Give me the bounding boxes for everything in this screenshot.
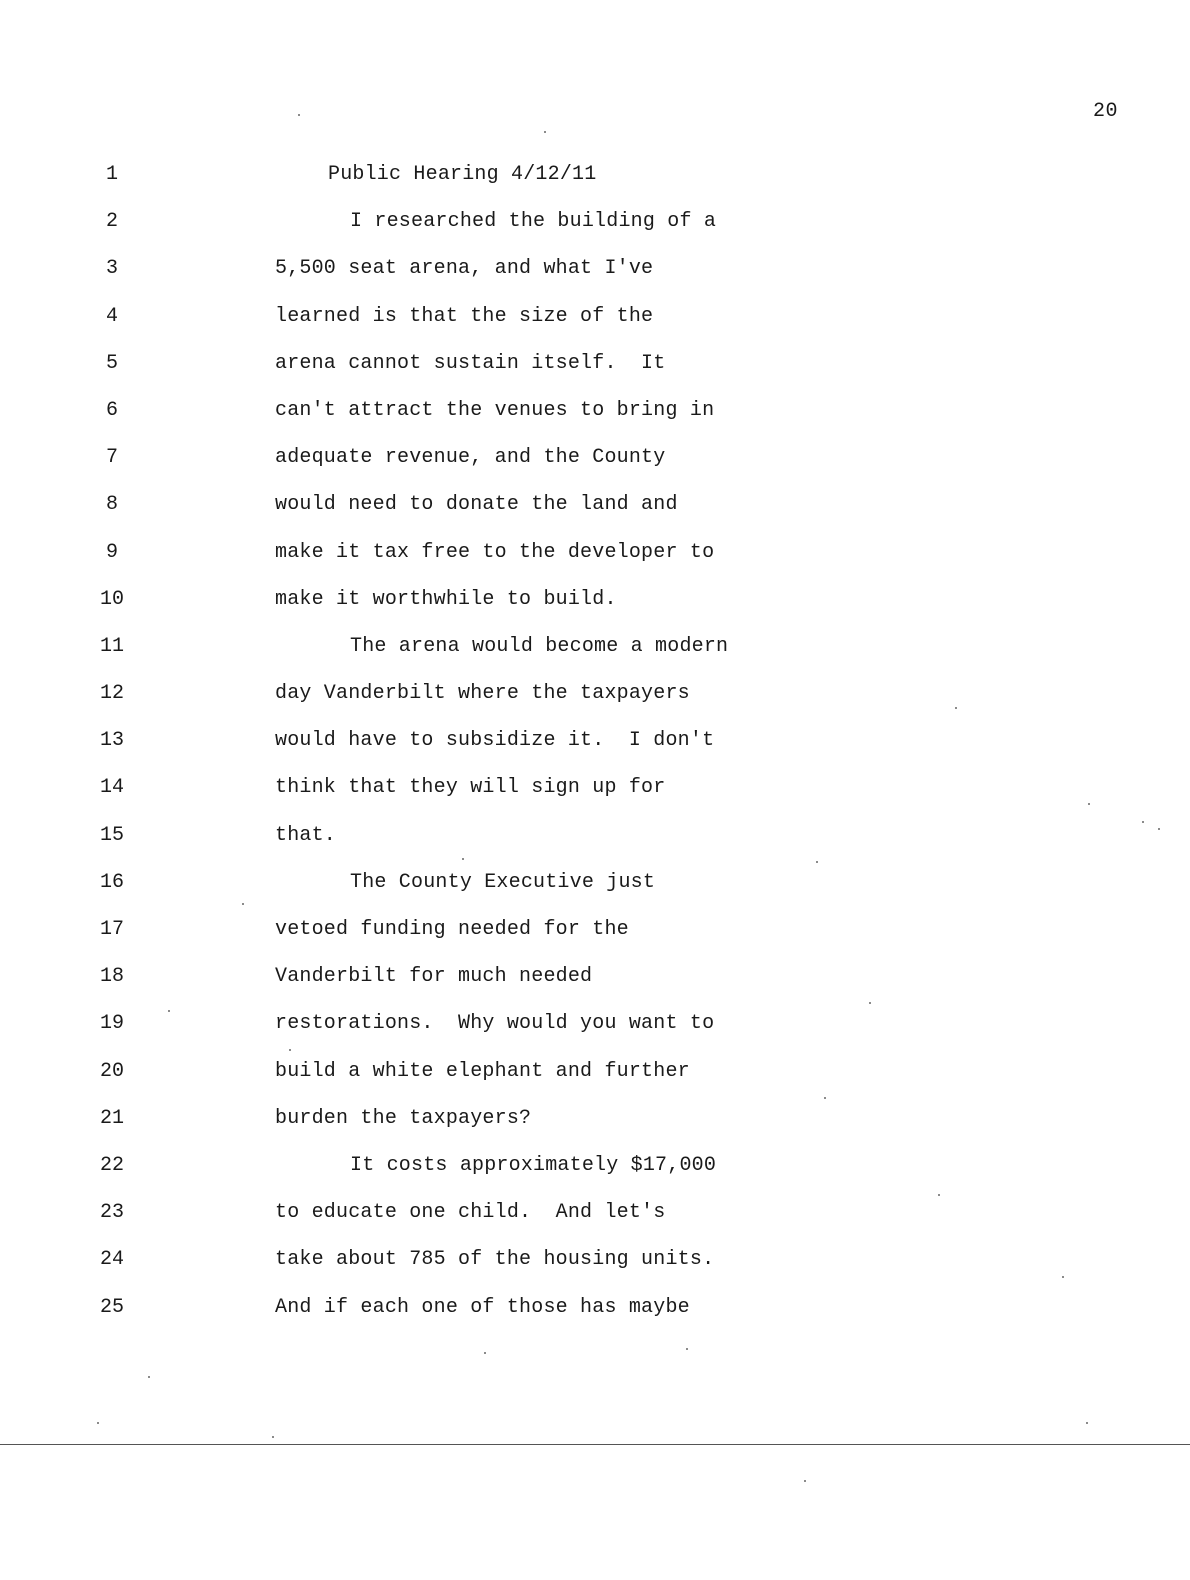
scan-speck [804, 1480, 806, 1482]
transcript-line [0, 915, 1190, 962]
page-number: 20 [1092, 100, 1118, 123]
scan-speck [1062, 1276, 1064, 1278]
line-number: 10 [99, 587, 124, 611]
transcript-line [0, 1057, 1190, 1104]
transcript-line [0, 962, 1190, 1009]
line-text: build a white elephant and further [275, 1059, 690, 1083]
line-text: The arena would become a modern [350, 634, 729, 658]
bottom-rule [0, 1444, 1190, 1445]
scan-speck [686, 1348, 688, 1350]
line-number: 4 [105, 304, 118, 328]
line-number: 8 [105, 493, 118, 517]
line-text: The County Executive just [350, 870, 656, 894]
transcript-line [0, 679, 1190, 726]
transcript-line [0, 585, 1190, 632]
transcript-line [0, 632, 1190, 679]
scan-speck [289, 1049, 291, 1051]
transcript-line [0, 1198, 1190, 1245]
transcript-line [0, 868, 1190, 915]
line-number: 16 [99, 870, 124, 894]
line-text: arena cannot sustain itself. It [275, 351, 666, 375]
scan-speck [1086, 1422, 1088, 1424]
line-text: burden the taxpayers? [275, 1106, 532, 1130]
scan-speck [242, 903, 244, 905]
line-number: 17 [99, 918, 124, 941]
transcript-line [0, 1245, 1190, 1292]
scan-speck [1088, 803, 1090, 805]
line-text: vetoed funding needed for the [275, 918, 629, 941]
scan-speck [462, 858, 464, 860]
line-number: 12 [99, 682, 124, 706]
transcript-line [0, 349, 1190, 396]
line-number: 19 [99, 1012, 124, 1036]
line-number: 22 [99, 1153, 124, 1177]
line-text: adequate revenue, and the County [275, 446, 666, 470]
transcript-line [0, 1009, 1190, 1056]
line-number: 23 [99, 1201, 124, 1225]
scan-speck [1158, 828, 1160, 830]
line-text: Vanderbilt for much needed [275, 965, 593, 989]
line-text: learned is that the size of the [275, 304, 654, 328]
transcript-line [0, 207, 1190, 254]
line-text: make it tax free to the developer to [275, 540, 715, 564]
scan-speck [1142, 821, 1144, 823]
transcript-line [0, 160, 1190, 207]
scan-speck [824, 1097, 826, 1099]
line-text: day Vanderbilt where the taxpayers [275, 682, 690, 706]
line-text: can't attract the venues to bring in [275, 398, 715, 422]
scan-speck [816, 861, 818, 863]
line-text: to educate one child. And let's [275, 1201, 666, 1225]
transcript-line [0, 1293, 1190, 1340]
line-text: take about 785 of the housing units. [275, 1248, 715, 1272]
transcript-line [0, 302, 1190, 349]
line-number: 15 [99, 823, 124, 847]
scan-speck [97, 1422, 99, 1424]
transcript-line [0, 773, 1190, 820]
scan-speck [544, 131, 546, 133]
scan-speck [148, 1376, 150, 1378]
line-text: make it worthwhile to build. [275, 587, 617, 611]
line-text: Public Hearing 4/12/11 [328, 163, 597, 186]
scan-speck [484, 1352, 486, 1354]
line-text: would need to donate the land and [275, 493, 678, 517]
line-text: restorations. Why would you want to [275, 1012, 715, 1036]
line-number: 11 [99, 634, 124, 658]
line-text: 5,500 seat arena, and what I've [275, 257, 654, 281]
transcript-line [0, 443, 1190, 490]
line-number: 25 [99, 1295, 124, 1319]
line-text: I researched the building of a [350, 210, 717, 234]
line-number: 24 [99, 1248, 124, 1272]
transcript-line [0, 396, 1190, 443]
scan-speck [955, 707, 957, 709]
line-number: 2 [105, 210, 118, 234]
line-text: think that they will sign up for [275, 776, 666, 800]
transcript-line [0, 538, 1190, 585]
line-text: that. [275, 823, 337, 847]
transcript-line [0, 821, 1190, 868]
transcript-line [0, 490, 1190, 537]
line-number: 21 [99, 1106, 124, 1130]
scan-speck [869, 1002, 871, 1004]
transcript-line [0, 726, 1190, 773]
line-text: And if each one of those has maybe [275, 1295, 690, 1319]
line-number: 20 [99, 1059, 124, 1083]
line-number: 9 [105, 540, 118, 564]
transcript-line [0, 1104, 1190, 1151]
line-number: 18 [99, 965, 124, 989]
line-number: 6 [105, 398, 118, 422]
line-number: 5 [105, 351, 118, 375]
transcript-lines [0, 160, 1190, 1340]
line-text: It costs approximately $17,000 [350, 1153, 717, 1177]
line-number: 3 [105, 257, 118, 281]
line-number: 13 [99, 729, 124, 753]
line-number: 7 [105, 446, 118, 470]
scan-speck [272, 1436, 274, 1438]
scan-speck [298, 114, 300, 116]
transcript-line [0, 254, 1190, 301]
line-number: 14 [99, 776, 124, 800]
line-number: 1 [105, 163, 118, 186]
line-text: would have to subsidize it. I don't [275, 729, 715, 753]
transcript-line [0, 1151, 1190, 1198]
scan-speck [938, 1194, 940, 1196]
scan-speck [168, 1010, 170, 1012]
